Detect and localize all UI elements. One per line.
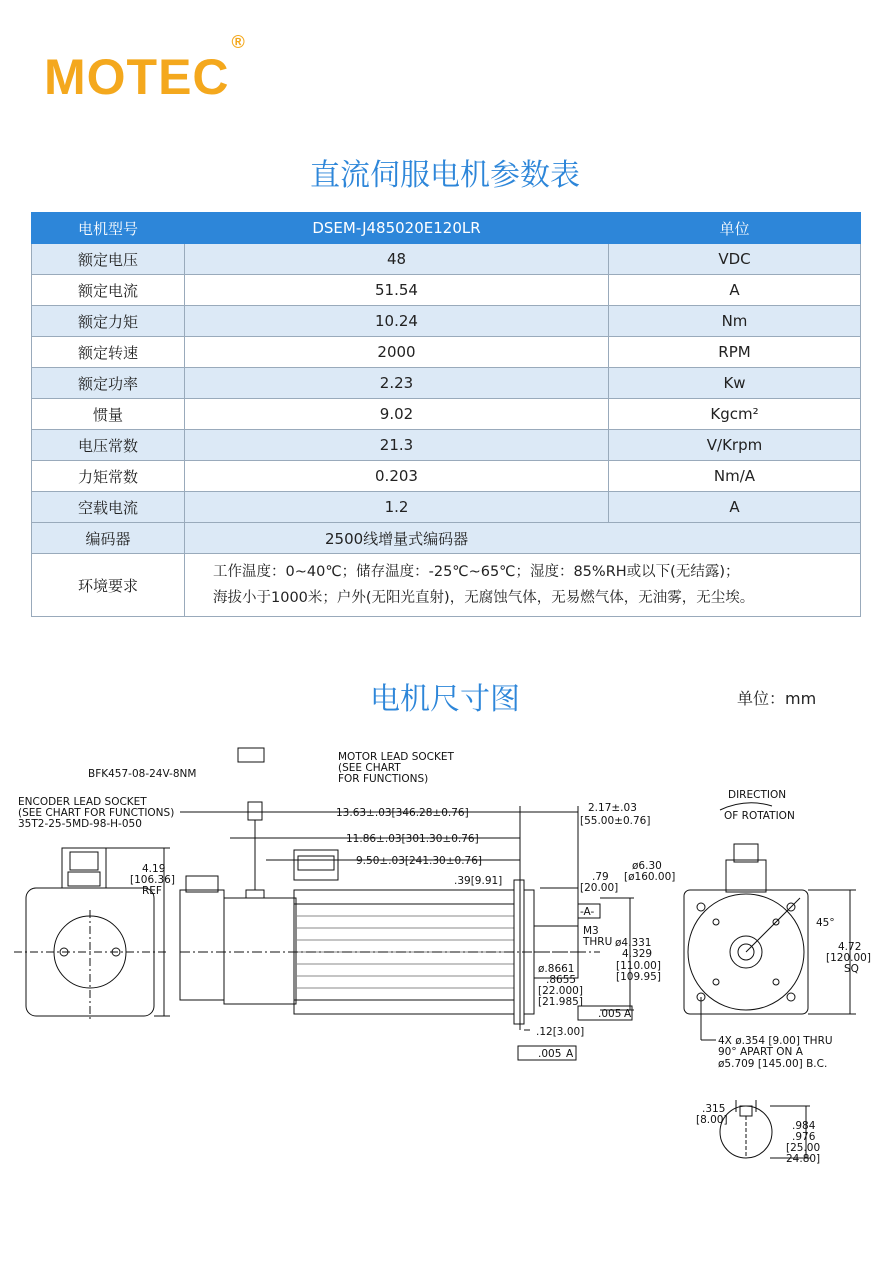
flange-thickness: .39[9.91] [454,875,503,887]
connector-code: BFK457-08-24V-8NM [88,768,197,780]
key-depth-3: [25.00 [786,1142,821,1154]
encoder-lead-1: ENCODER LEAD SOCKET [18,796,147,808]
page-title: 直流伺服电机参数表 [310,158,580,193]
table-header-row [32,213,861,244]
parameter-table [31,212,861,617]
dimension-title: 电机尺寸图 [370,682,520,717]
key-depth-4: 24.80] [786,1153,821,1165]
row-value: 0.203 [185,461,609,492]
key-depth-2: .976 [792,1131,816,1143]
table-row [32,244,861,275]
key-width-2: [8.00] [696,1114,728,1126]
header-unit: 单位 [609,213,861,244]
motec-logo [44,32,246,105]
row-unit: A [609,492,861,523]
encoder-value: 2500线增量式编码器 [185,523,861,554]
encoder-lead-3: 35T2-25-5MD-98-H-050 [18,818,142,830]
table-row [32,399,861,430]
len-body: 9.50±.03[241.30±0.76] [356,855,482,867]
encoder-lead-2: (SEE CHART FOR FUNCTIONS) [18,807,175,819]
table-row [32,430,861,461]
shaft-len-2: [55.00±0.76] [580,815,651,827]
square-1: 4.72 [838,941,862,953]
dimension-drawing [0,740,890,1210]
bolt-circle-2: [ø160.00] [624,871,676,883]
motor-lead-1: MOTOR LEAD SOCKET [338,751,454,763]
motor-lead-3: FOR FUNCTIONS) [338,773,429,785]
direction-2: OF ROTATION [724,810,795,822]
table-row [32,337,861,368]
direction-1: DIRECTION [728,789,787,801]
height-ref-3: REF [142,885,162,897]
key-width-1: .315 [702,1103,726,1115]
row-unit: Nm [609,306,861,337]
pilot-offset: .12[3.00] [536,1026,585,1038]
encoder-row [32,523,861,554]
runout-datum: A [624,1008,632,1020]
environment-label: 环境要求 [32,554,185,617]
row-unit: Kw [609,368,861,399]
environment-line-2: 海拔小于1000米；户外(无阳光直射)，无腐蚀气体，无易燃气体，无油雾，无尘埃。 [213,590,755,606]
row-value: 51.54 [185,275,609,306]
logo-text: MOTEC [44,49,230,105]
encoder-label: 编码器 [32,523,185,554]
row-value: 1.2 [185,492,609,523]
height-ref-2: [106.36] [130,874,175,886]
registered-mark: ® [231,32,246,53]
runout-value: .005 [598,1008,622,1020]
row-label: 额定功率 [32,368,185,399]
shaft-dia-3: [22.000] [538,985,583,997]
motor-side-view [180,748,600,1024]
len-total: 13.63±.03[346.28±0.76] [336,807,469,819]
shaft-dia-2: .8655 [546,974,577,986]
perp-datum: A [566,1048,574,1060]
square-3: SQ [844,963,859,975]
table-row [32,275,861,306]
header-value: DSEM-J485020E120LR [185,213,609,244]
m3-1: M3 [583,925,599,937]
row-label: 电压常数 [32,430,185,461]
pilot-len-1: .79 [592,871,609,883]
row-unit: Nm/A [609,461,861,492]
environment-line-1: 工作温度：0~40℃；储存温度：-25℃~65℃；湿度：85%RH或以下(无结露)； [213,564,740,580]
row-value: 21.3 [185,430,609,461]
row-label: 额定电压 [32,244,185,275]
holes-2: 90° APART ON A [718,1046,803,1058]
row-label: 额定力矩 [32,306,185,337]
environment-text [185,554,861,617]
pilot-len-2: [20.00] [580,882,619,894]
unit-note: 单位：mm [737,689,817,708]
datum-a: -A- [580,906,595,918]
table-row [32,368,861,399]
holes-1: 4X ø.354 [9.00] THRU [718,1035,833,1047]
row-value: 9.02 [185,399,609,430]
row-unit: V/Krpm [609,430,861,461]
perp-value: .005 [538,1048,562,1060]
m3-2: THRU [583,936,613,948]
key-depth-1: .984 [792,1120,816,1132]
row-unit: RPM [609,337,861,368]
pilot-dia-1: ø4.331 [615,937,652,949]
motor-lead-2: (SEE CHART [338,762,401,774]
len-mid: 11.86±.03[301.30±0.76] [346,833,479,845]
row-unit: Kgcm² [609,399,861,430]
row-label: 力矩常数 [32,461,185,492]
table-row [32,461,861,492]
shaft-len-1: 2.17±.03 [588,802,637,814]
row-value: 2.23 [185,368,609,399]
row-label: 额定电流 [32,275,185,306]
row-value: 2000 [185,337,609,368]
square-2: [120.00] [826,952,871,964]
holes-3: ø5.709 [145.00] B.C. [718,1058,828,1070]
row-unit: A [609,275,861,306]
table-row [32,306,861,337]
height-ref-1: 4.19 [142,863,166,875]
row-label: 额定转速 [32,337,185,368]
table-row [32,492,861,523]
row-value: 48 [185,244,609,275]
pilot-dia-4: [109.95] [616,971,661,983]
pilot-dia-3: [110.00] [616,960,661,972]
row-value: 10.24 [185,306,609,337]
row-label: 惯量 [32,399,185,430]
row-unit: VDC [609,244,861,275]
header-label: 电机型号 [32,213,185,244]
pilot-dia-2: 4.329 [622,948,653,960]
row-label: 空载电流 [32,492,185,523]
environment-row [32,554,861,617]
bolt-circle-1: ø6.30 [632,860,662,872]
shaft-dia-4: [21.985] [538,996,583,1008]
angle-label: 45° [816,917,835,929]
shaft-dia-1: ø.8661 [538,963,575,975]
